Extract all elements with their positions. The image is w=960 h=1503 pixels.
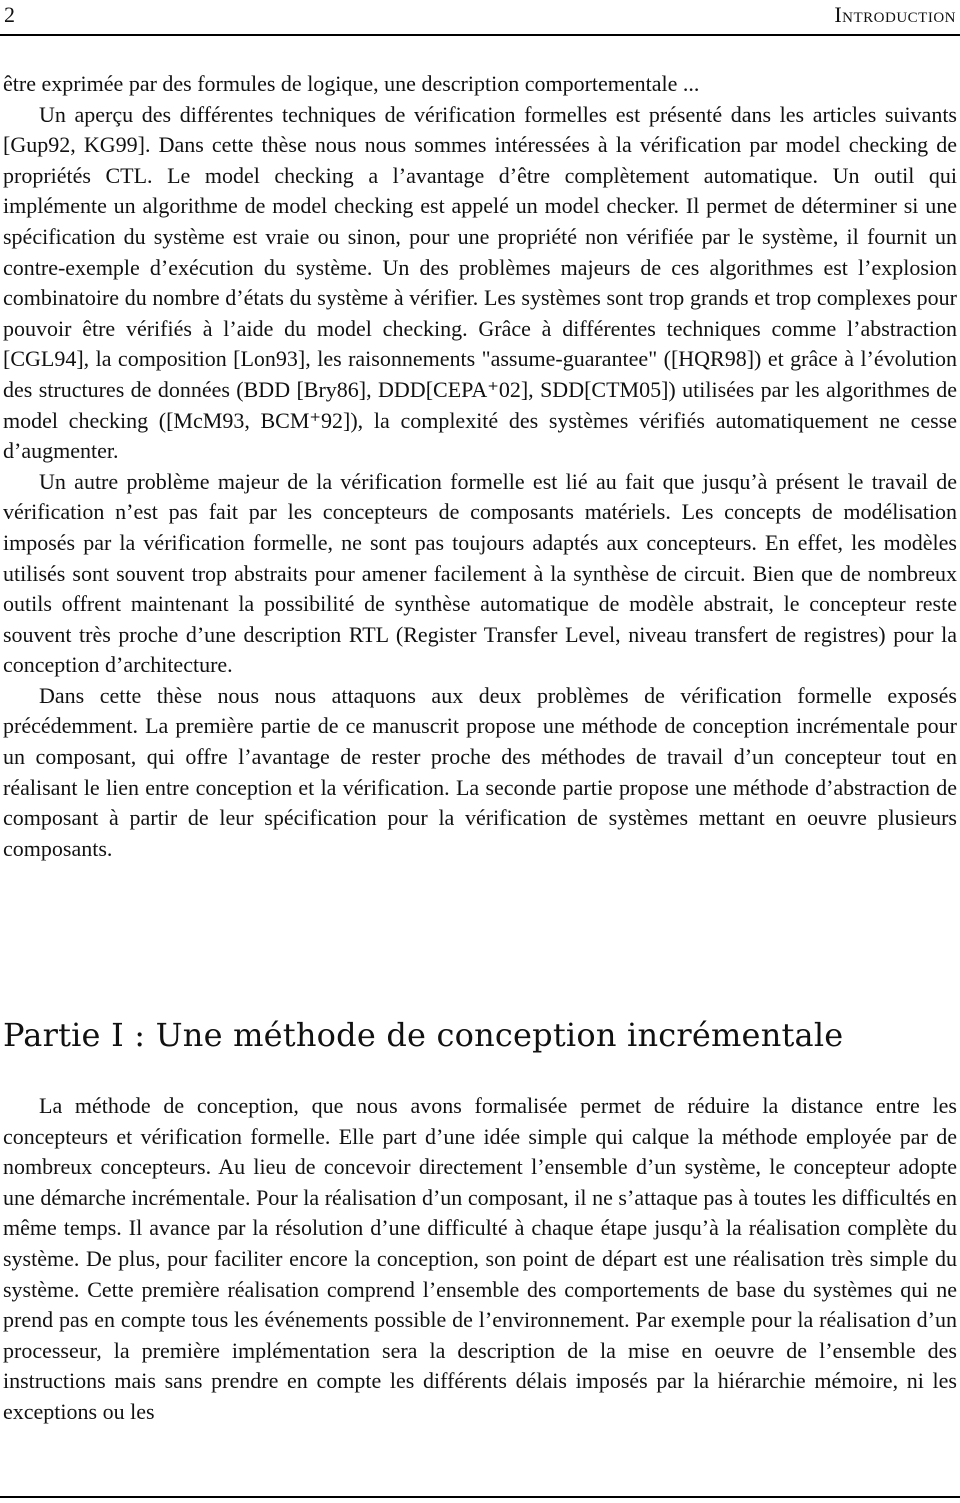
paragraph: être exprimée par des formules de logique, une description comportementale ... [3, 71, 700, 96]
paragraph: La méthode de conception, que nous avons formalisée permet de réduire la distance entre les concepteurs et vérification formelle. Elle part d’une idée simple qui calque la méthode employée par de nombreux concepteurs. Au lieu de concevoir directement l’ensemble d’un système, le concepteur adopte une démarche incrémentale. Pour la réalisation d’un composant, il ne s’attaque pas à toutes les difficultés en même temps. Il avance par la résolution d’une difficulté à chaque étape jusqu’à la réalisation complète du système. De plus, pour faciliter encore la conception, son point de départ est une réalisation très simple du système. Cette première réalisation comprend l’ensemble des comportements de base du systèmes qui ne prend pas en compte tous les événements possible de l’environnement. Par exemple pour la réalisation d’un processeur, la première implémentation sera la description de la mise en oeuvre de l’ensemble des instructions mais sans prendre en compte les différents délais imposés par la hiérarchie mémoire, ni les exceptions ou les [3, 1093, 957, 1424]
page-header [4, 0, 956, 30]
page-number: 2 [4, 2, 15, 27]
body-text-bottom [3, 1091, 957, 1428]
section-heading: Partie I : Une méthode de conception incrémentale [3, 1016, 844, 1054]
paragraph: Un aperçu des différentes techniques de vérification formelles est présenté dans les articles suivants [Gup92, KG99]. Dans cette thèse nous nous sommes intéressées à la vérification par model checking de propriétés CTL. Le model checking a l’avantage d’être complètement automatique. Un outil qui implémente un algorithme de model checking est appelé un model checker. Il permet de déterminer si une spécification du système est vraie ou sinon, pour une propriété non vérifiée par le système, il fournit un contre-exemple d’exécution du système. Un des problèmes majeurs de ces algorithmes est l’explosion combinatoire du nombre d’états du système à vérifier. Les systèmes sont trop grands et trop complexes pour pouvoir être vérifiés à l’aide du model checking. Grâce à différentes techniques comme l’abstraction [CGL94], la composition [Lon93], les raisonnements "assume-guarantee" ([HQR98]) et grâce à l’évolution des structures de données (BDD [Bry86], DDD[CEPA⁺02], SDD[CTM05]) utilisées par les algorithmes de model checking ([McM93, BCM⁺92]), la complexité des systèmes vérifiés automatiquement ne cesse d’augmenter. [3, 101, 957, 464]
paragraph: Un autre problème majeur de la vérification formelle est lié au fait que jusqu’à présent le travail de vérification n’est pas fait par les concepteurs de composants matériels. Les concepts de modélisation imposés par la vérification formelle, ne sont pas toujours adaptés aux concepteurs. En effet, les modèles utilisés sont souvent trop abstraits pour amener facilement à la synthèse de circuit. Bien que de nombreux outils offrent maintenant la possibilité de synthèse automatique de modèle abstrait, le concepteur reste souvent très proche d’une description RTL (Register Transfer Level, niveau transfert de registres) pour la conception d’architecture. [3, 468, 957, 678]
paragraph: Dans cette thèse nous nous attaquons aux deux problèmes de vérification formelle exposés précédemment. La première partie de ce manuscrit propose une méthode de conception incrémentale pour un composant, qui offre l’avantage de rester proche des méthodes de travail d’un concepteur tout en réalisant le lien entre conception et la vérification. La seconde partie propose une méthode d’abstraction de composant à partir de leur spécification pour la vérification de systèmes mettant en oeuvre plusieurs composants. [3, 682, 957, 861]
body-text-top [3, 69, 957, 864]
header-rule [0, 34, 960, 36]
footer-rule [0, 1496, 960, 1498]
running-head: Introduction [834, 2, 956, 27]
